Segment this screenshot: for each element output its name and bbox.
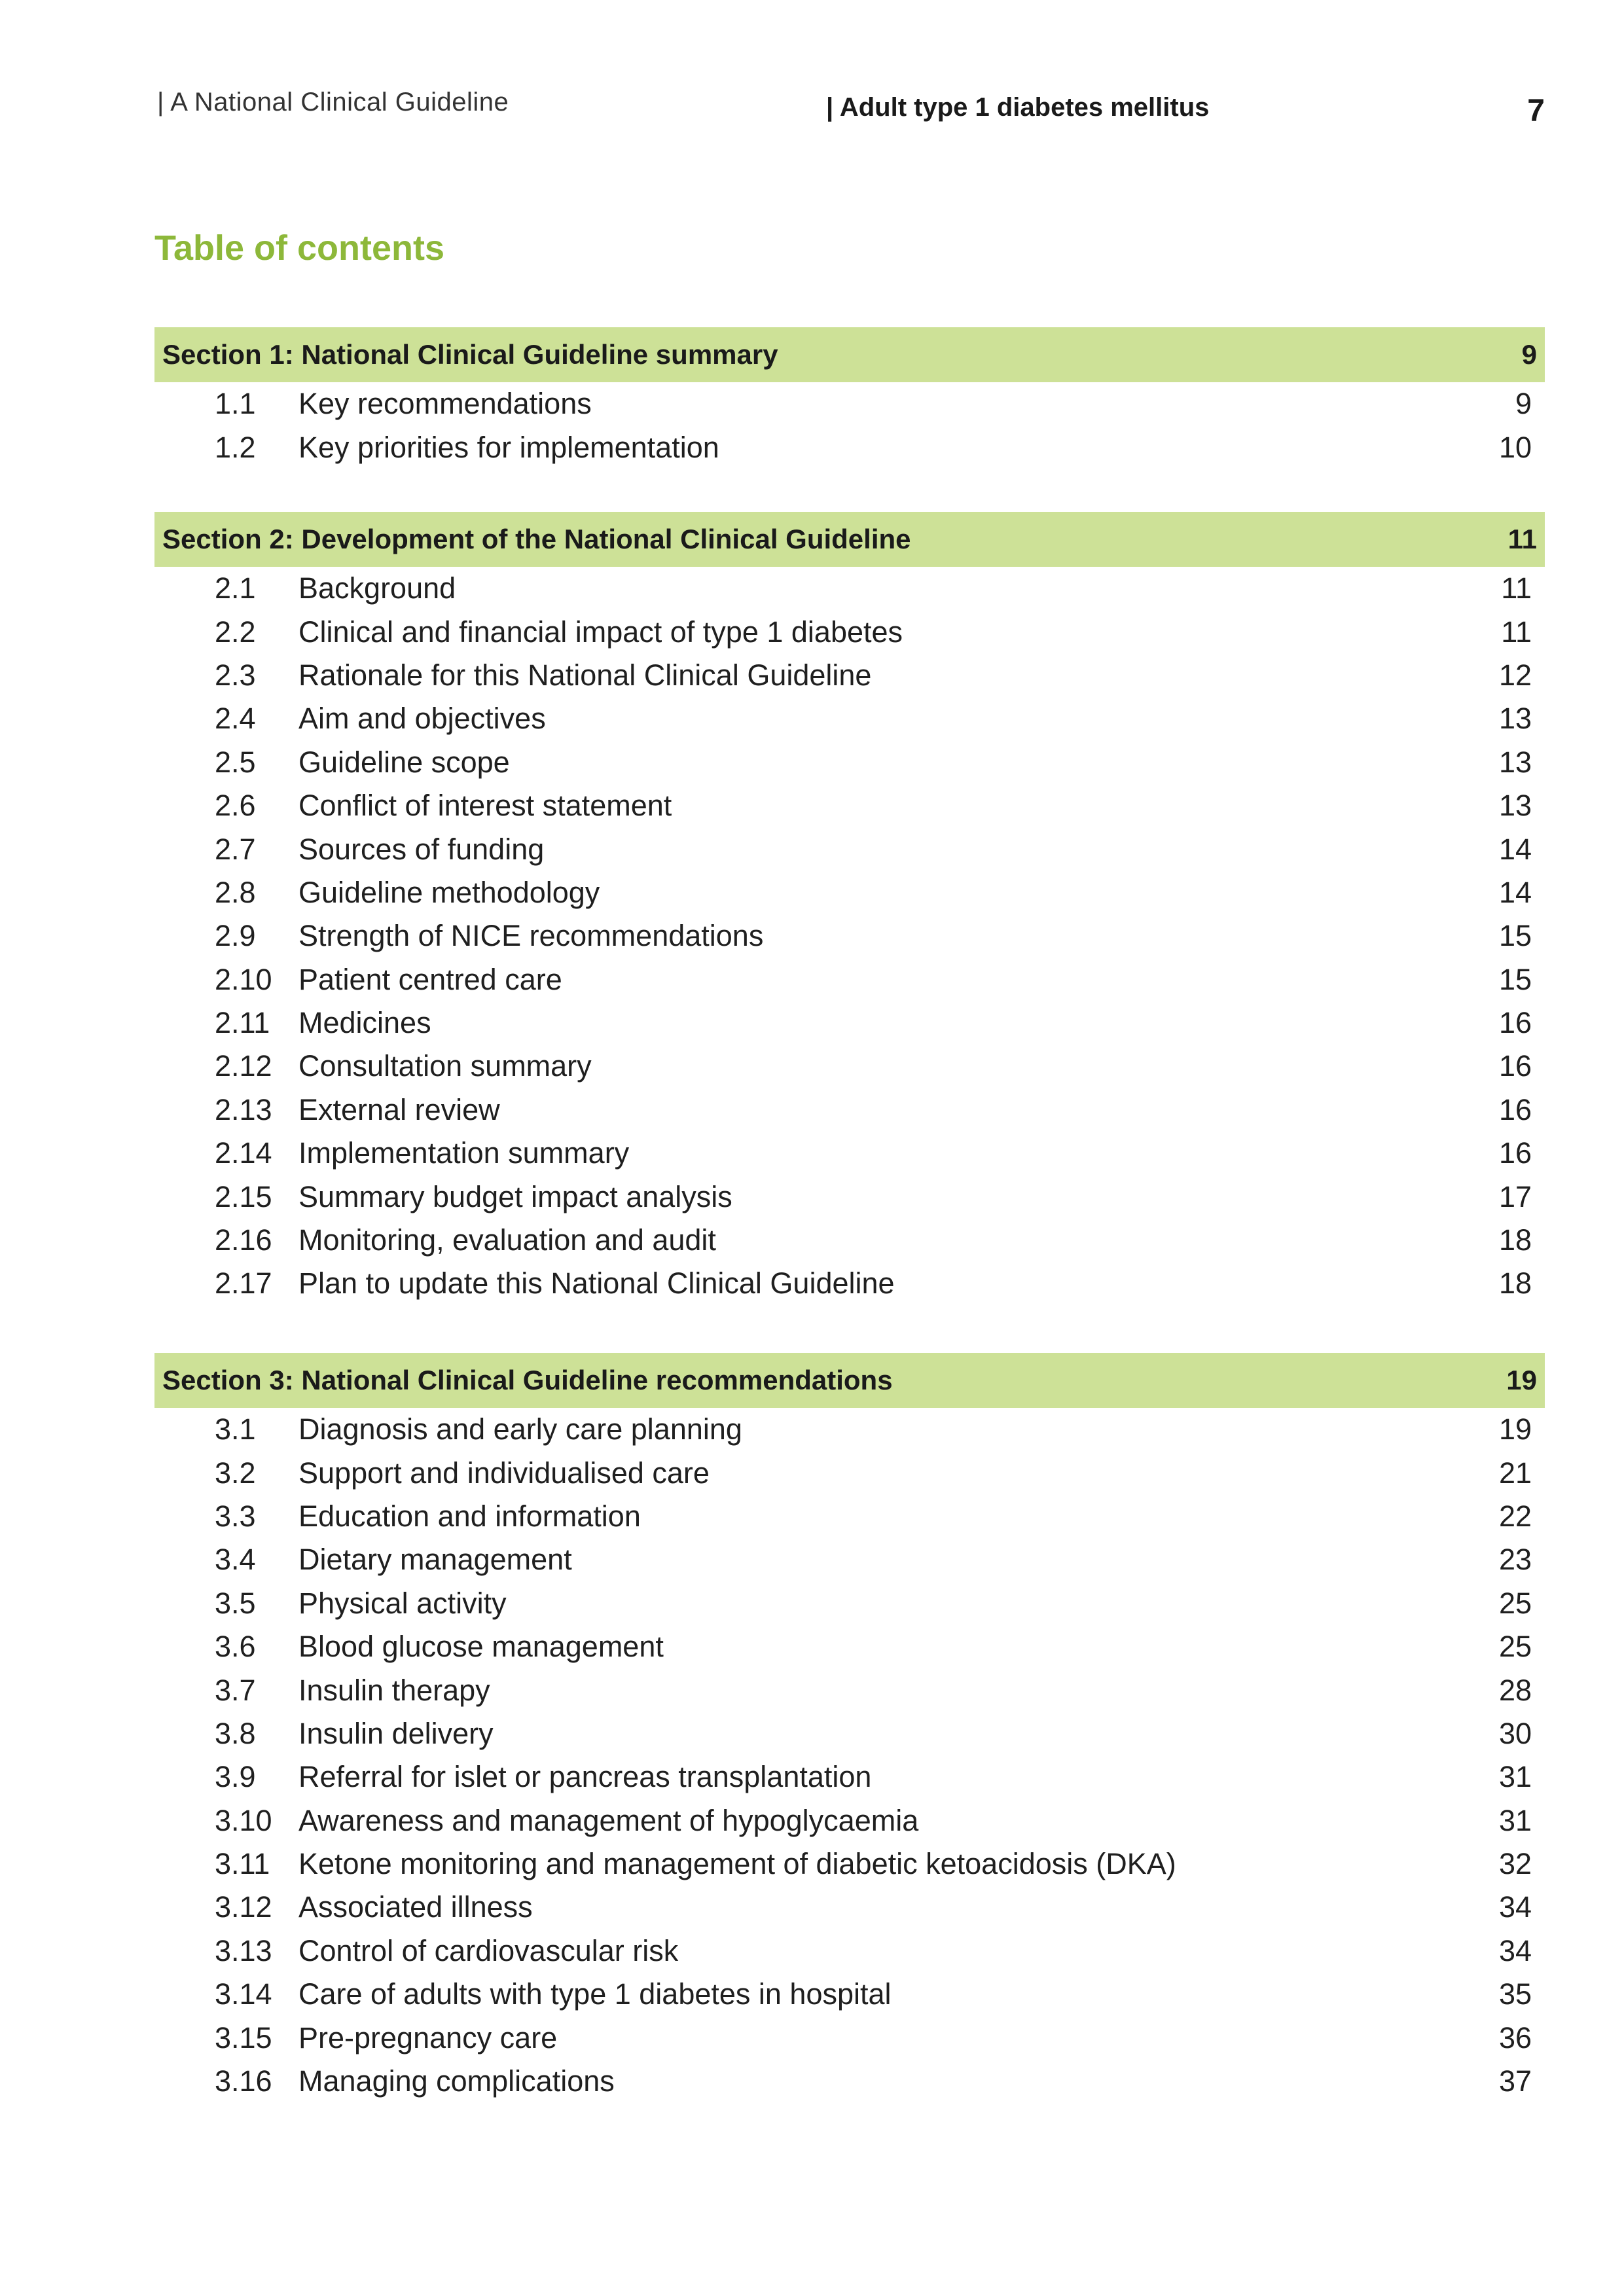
toc-entry[interactable] xyxy=(154,1408,1545,1451)
toc-entry[interactable] xyxy=(154,567,1545,610)
entry-label: Clinical and financial impact of type 1 diabetes xyxy=(298,615,903,649)
entry-page-number: 14 xyxy=(1498,875,1532,909)
toc-entry[interactable] xyxy=(154,784,1545,827)
entry-label: Associated illness xyxy=(298,1890,533,1924)
toc-entry[interactable] xyxy=(154,1799,1545,1842)
entry-page-number: 13 xyxy=(1498,745,1532,779)
entry-page-number: 15 xyxy=(1498,919,1532,953)
toc-entry[interactable] xyxy=(154,2016,1545,2059)
entry-label: Support and individualised care xyxy=(298,1456,710,1490)
toc-entry[interactable] xyxy=(154,654,1545,697)
section-title: Section 2: Development of the National Clinical Guideline xyxy=(162,524,911,554)
toc-entry[interactable] xyxy=(154,1755,1545,1799)
toc-entry[interactable] xyxy=(154,1842,1545,1886)
toc-entry[interactable] xyxy=(154,1495,1545,1538)
entry-number: 2.9 xyxy=(215,919,256,953)
toc-entry[interactable] xyxy=(154,1132,1545,1175)
toc-entry[interactable] xyxy=(154,1712,1545,1755)
entry-number: 2.1 xyxy=(215,571,256,605)
toc-entry[interactable] xyxy=(154,425,1545,469)
entry-page-number: 10 xyxy=(1498,430,1532,464)
entry-page-number: 12 xyxy=(1498,658,1532,692)
entry-number: 3.16 xyxy=(215,2064,272,2098)
entry-number: 3.10 xyxy=(215,1803,272,1837)
entry-number: 3.14 xyxy=(215,1977,272,2011)
toc-entry[interactable] xyxy=(154,1175,1545,1218)
entry-page-number: 16 xyxy=(1498,1049,1532,1083)
section-title: Section 3: National Clinical Guideline recommendations xyxy=(162,1365,893,1395)
entry-page-number: 22 xyxy=(1498,1499,1532,1533)
entry-page-number: 25 xyxy=(1498,1586,1532,1620)
section-title: Section 1: National Clinical Guideline summary xyxy=(162,339,778,370)
entry-page-number: 32 xyxy=(1498,1847,1532,1881)
entry-number: 3.13 xyxy=(215,1933,272,1967)
toc-entry[interactable] xyxy=(154,827,1545,870)
running-header-title: | Adult type 1 diabetes mellitus xyxy=(826,93,1210,122)
entry-page-number: 9 xyxy=(1515,387,1532,421)
entry-label: Referral for islet or pancreas transplantation xyxy=(298,1760,872,1794)
entry-number: 2.8 xyxy=(215,875,256,909)
entry-label: Background xyxy=(298,571,456,605)
toc-entry[interactable] xyxy=(154,958,1545,1001)
toc-entry[interactable] xyxy=(154,1045,1545,1088)
entry-page-number: 31 xyxy=(1498,1803,1532,1837)
toc-entry[interactable] xyxy=(154,2060,1545,2103)
entry-page-number: 34 xyxy=(1498,1890,1532,1924)
toc-title: Table of contents xyxy=(154,228,445,268)
toc-entry[interactable] xyxy=(154,1668,1545,1712)
entry-label: Monitoring, evaluation and audit xyxy=(298,1223,716,1257)
entry-label: Pre-pregnancy care xyxy=(298,2020,558,2054)
entry-number: 3.5 xyxy=(215,1586,256,1620)
entry-number: 2.5 xyxy=(215,745,256,779)
entry-label: Dietary management xyxy=(298,1543,572,1577)
entry-page-number: 28 xyxy=(1498,1673,1532,1707)
entry-number: 2.11 xyxy=(215,1006,270,1040)
entry-label: Conflict of interest statement xyxy=(298,789,672,823)
entry-number: 2.6 xyxy=(215,789,256,823)
entry-page-number: 37 xyxy=(1498,2064,1532,2098)
entry-label: Rationale for this National Clinical Guideline xyxy=(298,658,872,692)
toc-entry[interactable] xyxy=(154,1262,1545,1305)
toc-entry[interactable] xyxy=(154,741,1545,784)
entry-label: Aim and objectives xyxy=(298,702,546,736)
entry-number: 1.2 xyxy=(215,430,256,464)
entry-number: 3.8 xyxy=(215,1716,256,1750)
entry-page-number: 36 xyxy=(1498,2020,1532,2054)
toc-entry[interactable] xyxy=(154,1582,1545,1625)
entry-number: 3.9 xyxy=(215,1760,256,1794)
section-page-number: 9 xyxy=(1521,339,1537,370)
entry-number: 3.7 xyxy=(215,1673,256,1707)
entry-label: Guideline scope xyxy=(298,745,510,779)
toc-section-3 xyxy=(154,1353,1545,2103)
toc-entry[interactable] xyxy=(154,871,1545,914)
entry-number: 3.1 xyxy=(215,1412,256,1446)
running-header-left: | A National Clinical Guideline xyxy=(157,88,509,117)
entry-page-number: 19 xyxy=(1498,1412,1532,1446)
toc-entry[interactable] xyxy=(154,610,1545,653)
entry-number: 3.11 xyxy=(215,1847,270,1881)
entry-number: 1.1 xyxy=(215,387,256,421)
entry-label: Summary budget impact analysis xyxy=(298,1179,732,1213)
entry-label: Managing complications xyxy=(298,2064,615,2098)
entry-number: 2.2 xyxy=(215,615,256,649)
entry-label: Strength of NICE recommendations xyxy=(298,919,764,953)
entry-number: 2.16 xyxy=(215,1223,272,1257)
section-heading[interactable] xyxy=(154,1353,1545,1408)
toc-section-2 xyxy=(154,512,1545,1306)
entry-label: Control of cardiovascular risk xyxy=(298,1933,679,1967)
entry-number: 2.3 xyxy=(215,658,256,692)
entry-label: Patient centred care xyxy=(298,962,562,996)
entry-label: Diagnosis and early care planning xyxy=(298,1412,742,1446)
entry-page-number: 11 xyxy=(1501,615,1532,649)
entry-number: 3.6 xyxy=(215,1630,256,1664)
entry-number: 3.3 xyxy=(215,1499,256,1533)
toc-entry[interactable] xyxy=(154,914,1545,958)
entry-label: Medicines xyxy=(298,1006,431,1040)
entry-label: Awareness and management of hypoglycaemia xyxy=(298,1803,919,1837)
toc-entry[interactable] xyxy=(154,697,1545,740)
entry-page-number: 17 xyxy=(1498,1179,1532,1213)
entry-label: Care of adults with type 1 diabetes in hospital xyxy=(298,1977,892,2011)
entry-label: Implementation summary xyxy=(298,1136,630,1170)
entry-number: 2.4 xyxy=(215,702,256,736)
toc-entry[interactable] xyxy=(154,382,1545,425)
toc-entry[interactable] xyxy=(154,1219,1545,1262)
entry-page-number: 16 xyxy=(1498,1092,1532,1126)
entry-number: 3.15 xyxy=(215,2020,272,2054)
entry-label: Key recommendations xyxy=(298,387,592,421)
entry-label: Consultation summary xyxy=(298,1049,592,1083)
entry-page-number: 18 xyxy=(1498,1266,1532,1300)
entry-number: 2.14 xyxy=(215,1136,272,1170)
entry-number: 2.15 xyxy=(215,1179,272,1213)
entry-page-number: 34 xyxy=(1498,1933,1532,1967)
toc-entry[interactable] xyxy=(154,1088,1545,1132)
section-heading[interactable] xyxy=(154,327,1545,382)
entry-number: 2.13 xyxy=(215,1092,272,1126)
entry-number: 2.7 xyxy=(215,832,256,866)
entry-page-number: 31 xyxy=(1498,1760,1532,1794)
entry-page-number: 14 xyxy=(1498,832,1532,866)
toc-entry[interactable] xyxy=(154,1973,1545,2016)
entry-label: Sources of funding xyxy=(298,832,545,866)
entry-label: External review xyxy=(298,1092,500,1126)
entry-page-number: 21 xyxy=(1498,1456,1532,1490)
entry-page-number: 23 xyxy=(1498,1543,1532,1577)
section-heading[interactable] xyxy=(154,512,1545,567)
entry-page-number: 11 xyxy=(1501,571,1532,605)
entry-page-number: 35 xyxy=(1498,1977,1532,2011)
toc-entry[interactable] xyxy=(154,1451,1545,1494)
entry-label: Key priorities for implementation xyxy=(298,430,719,464)
entry-number: 2.17 xyxy=(215,1266,272,1300)
entry-page-number: 18 xyxy=(1498,1223,1532,1257)
entry-page-number: 15 xyxy=(1498,962,1532,996)
entry-page-number: 13 xyxy=(1498,702,1532,736)
entry-number: 2.12 xyxy=(215,1049,272,1083)
toc-entry[interactable] xyxy=(154,1538,1545,1581)
entry-label: Insulin delivery xyxy=(298,1716,494,1750)
entry-number: 2.10 xyxy=(215,962,272,996)
entry-label: Education and information xyxy=(298,1499,641,1533)
entry-label: Physical activity xyxy=(298,1586,507,1620)
toc-entry[interactable] xyxy=(154,1625,1545,1668)
entry-page-number: 16 xyxy=(1498,1006,1532,1040)
section-page-number: 19 xyxy=(1506,1365,1537,1395)
toc-section-1 xyxy=(154,327,1545,469)
entry-label: Blood glucose management xyxy=(298,1630,664,1664)
entry-page-number: 30 xyxy=(1498,1716,1532,1750)
toc-entry[interactable] xyxy=(154,1001,1545,1045)
toc-entry[interactable] xyxy=(154,1929,1545,1973)
entry-number: 3.4 xyxy=(215,1543,256,1577)
entry-label: Guideline methodology xyxy=(298,875,600,909)
entry-label: Plan to update this National Clinical Guideline xyxy=(298,1266,895,1300)
page-number: 7 xyxy=(1527,94,1545,128)
entry-page-number: 16 xyxy=(1498,1136,1532,1170)
entry-label: Ketone monitoring and management of diabetic ketoacidosis (DKA) xyxy=(298,1847,1176,1881)
entry-label: Insulin therapy xyxy=(298,1673,490,1707)
entry-number: 3.12 xyxy=(215,1890,272,1924)
entry-page-number: 13 xyxy=(1498,789,1532,823)
section-page-number: 11 xyxy=(1507,524,1537,554)
entry-page-number: 25 xyxy=(1498,1630,1532,1664)
entry-number: 3.2 xyxy=(215,1456,256,1490)
toc-entry[interactable] xyxy=(154,1886,1545,1929)
